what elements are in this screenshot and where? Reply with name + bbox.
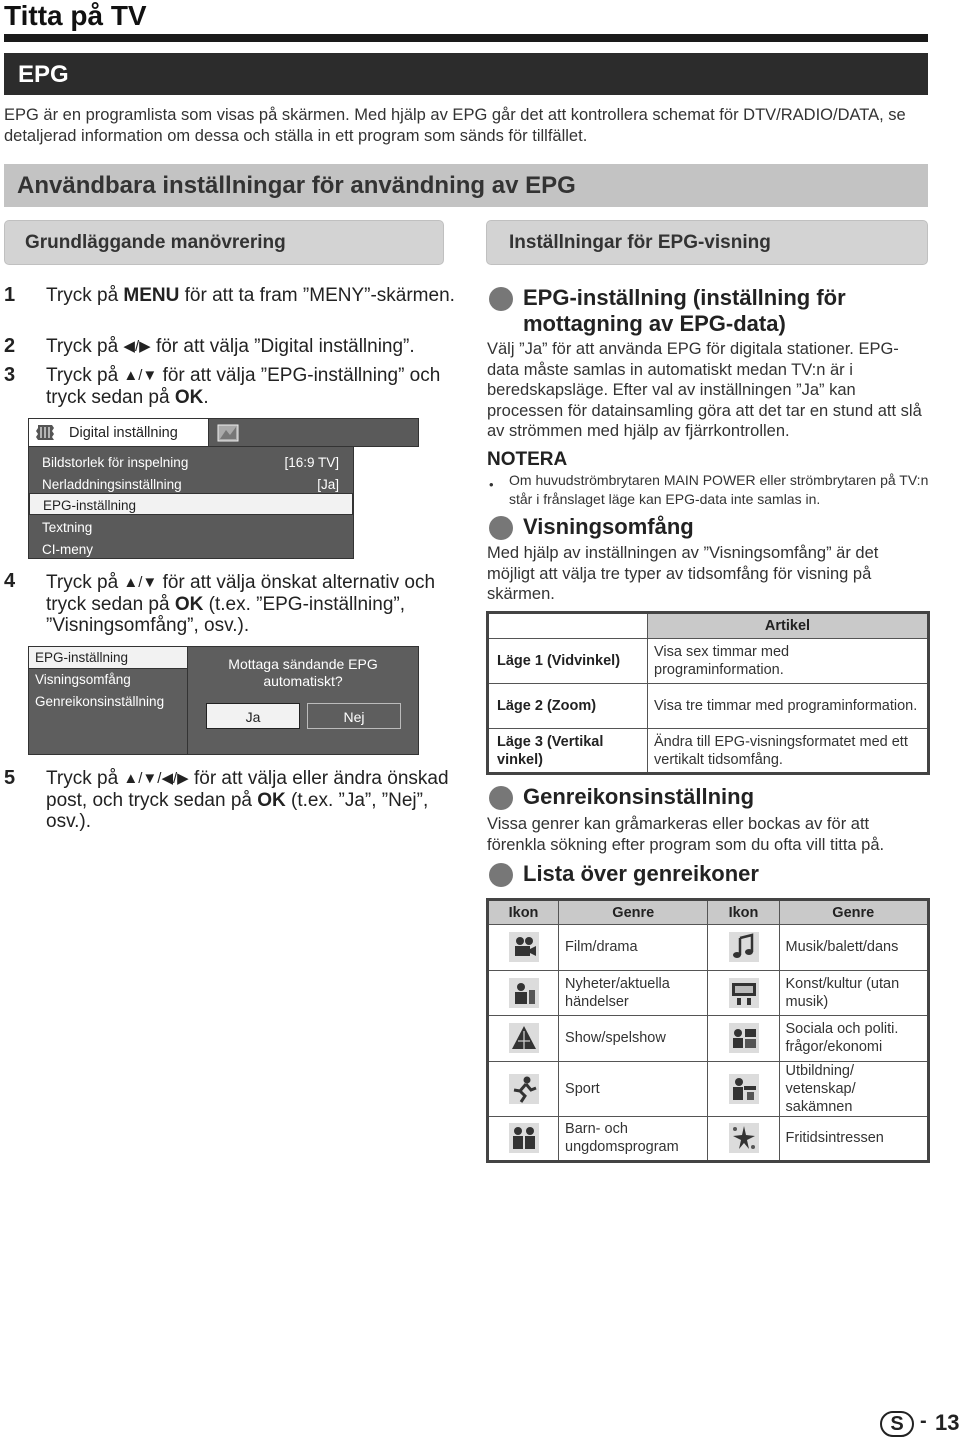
genre-icon-table	[486, 898, 930, 1163]
table-row	[488, 684, 929, 729]
epg-view-heading	[486, 220, 928, 265]
genre-name: Barn- och ungdomsprogram	[559, 1116, 708, 1162]
table-row	[488, 1061, 929, 1116]
step-number: 5	[4, 767, 16, 789]
table-row	[488, 1116, 929, 1162]
table-row	[488, 729, 929, 774]
bullet-icon	[489, 863, 513, 887]
table-header: Ikon	[708, 900, 779, 925]
step-pre: Tryck på	[46, 336, 124, 357]
menu-item-label: Textning	[42, 520, 93, 535]
step-number: 4	[4, 570, 16, 592]
menu-tab-setup[interactable]	[208, 418, 419, 447]
basic-operation-heading	[4, 220, 444, 265]
arrow-keys-icon: ▲/▼	[123, 574, 158, 591]
intro-text: EPG är en programlista som visas på skärmen. Med hjälp av EPG går det att kontrollera schemat för DTV/RADIO/DATA, se detaljerad information om dessa och ställa in ett program som sänds för tillfället.	[4, 106, 906, 145]
note-title: NOTERA	[487, 449, 568, 470]
table-header: Genre	[779, 900, 928, 925]
epg-view-title: Inställningar för EPG-visning	[509, 232, 771, 253]
arrow-keys-icon: ▲/▼	[123, 367, 158, 384]
table-row	[488, 970, 929, 1016]
step-text	[46, 285, 456, 307]
menu-item-label: EPG-inställning	[43, 498, 137, 513]
useful-settings-bar	[4, 164, 928, 207]
table-row	[488, 1016, 929, 1062]
table-header: Ikon	[488, 900, 559, 925]
step-key: OK	[174, 386, 204, 408]
view-range-table	[486, 611, 930, 775]
page-number-value: 13	[935, 1410, 960, 1435]
mode-description: Ändra till EPG-visningsformatet med ett vertikalt tidsomfång.	[648, 729, 929, 774]
film-icon	[509, 932, 539, 962]
genre-icon-cell	[488, 925, 559, 971]
genre-name: Show/spelshow	[559, 1016, 708, 1062]
mode-description: Visa sex timmar med programinformation.	[648, 639, 929, 684]
setup-icon	[217, 424, 239, 442]
music-icon	[729, 932, 759, 962]
yes-button[interactable]: Ja	[206, 703, 300, 729]
genre-icon-cell	[708, 1061, 779, 1116]
menu-item-subtitles[interactable]	[29, 516, 353, 538]
menu-item-view-range[interactable]: Visningsomfång	[35, 672, 131, 687]
section-bar	[4, 53, 928, 95]
view-range-text: Med hjälp av inställningen av ”Visningsomfång” är det möjligt att välja tre typer av tidsomfång för visning på skärmen.	[487, 544, 879, 603]
mode-label: Läge 2 (Zoom)	[488, 684, 648, 729]
dialog-question: Mottaga sändande EPG automatiskt?	[228, 656, 378, 689]
step-key: OK	[257, 789, 286, 811]
view-range-title: Visningsomfång	[523, 514, 694, 539]
mode-description: Visa tre timmar med programinformation.	[648, 684, 929, 729]
menu-item-label: Nerladdningsinställning	[42, 477, 182, 492]
genre-icon-cell	[708, 1016, 779, 1062]
menu-item-label: Bildstorlek för inspelning	[42, 455, 189, 470]
menu-item-label: CI-meny	[42, 542, 94, 557]
step-end: (t.ex. ”EPG-inställning”, ”Visningsomfång”, osv.).	[46, 593, 406, 636]
genre-icon-text: Vissa genrer kan gråmarkeras eller bockas av för att förenkla sökning efter program som du ofta vill titta på.	[487, 815, 885, 854]
step-text	[46, 768, 456, 833]
arrow-keys-icon: ◀/▶	[123, 338, 151, 355]
table-header: Artikel	[648, 613, 929, 639]
education-icon	[729, 1074, 759, 1104]
step-number: 2	[4, 335, 16, 357]
genre-icon-cell	[488, 1061, 559, 1116]
genre-icon-cell	[708, 1116, 779, 1162]
genre-icon-cell	[708, 970, 779, 1016]
genre-name: Sociala och politi. frågor/ekonomi	[779, 1016, 928, 1062]
genre-icon-title: Genreikonsinställning	[523, 784, 755, 809]
menu-tab-label: Digital inställning	[69, 425, 178, 441]
mode-label: Läge 3 (Vertikal vinkel)	[488, 729, 648, 774]
section-title: EPG	[18, 61, 69, 88]
genre-list-title: Lista över genreikoner	[523, 861, 759, 886]
genre-icon-cell	[488, 970, 559, 1016]
basic-operation-title: Grundläggande manövrering	[25, 232, 286, 253]
step-pre: Tryck på	[46, 285, 124, 306]
sport-icon	[509, 1074, 539, 1104]
step-text	[46, 572, 456, 637]
epg-setting-text: Välj ”Ja” för att använda EPG för digitala stationer. EPG-data måste samlas in automatiskt medan TV:n är i beredskapsläge. Efter val av inställningen ”Ja” kan processen för datainsamling göra att det tar en stund att slå av strömmen med hjälp av fjärrkontrollen.	[487, 340, 922, 440]
step-text	[46, 365, 456, 408]
step-post: för att välja önskat alternativ och tryck sedan på	[46, 572, 436, 615]
menu-item-ci-menu[interactable]	[29, 538, 353, 560]
social-icon	[729, 1023, 759, 1053]
bullet-icon	[489, 516, 513, 540]
table-header: Genre	[559, 900, 708, 925]
genre-name: Sport	[559, 1061, 708, 1116]
genre-name: Musik/balett/dans	[779, 925, 928, 971]
menu-item-epg-setting[interactable]	[29, 493, 353, 515]
step-text	[46, 336, 456, 358]
menu-item-value: [16:9 TV]	[284, 455, 339, 470]
bullet-icon	[489, 287, 513, 311]
bullet-icon	[489, 786, 513, 810]
menu-item-genre-icon[interactable]: Genreikonsinställning	[35, 694, 165, 709]
step-key: OK	[174, 593, 204, 615]
news-icon	[509, 978, 539, 1008]
step-post: för att välja eller ändra önskad post, och tryck sedan på	[46, 768, 449, 811]
note-text: Om huvudströmbrytaren MAIN POWER eller strömbrytaren på TV:n står i frånslaget läge kan EPG-data inte samlas in.	[509, 472, 929, 507]
genre-name: Utbildning/ vetenskap/ sakämnen	[779, 1061, 928, 1116]
show-icon	[509, 1023, 539, 1053]
table-row	[488, 639, 929, 684]
children-icon	[509, 1123, 539, 1153]
menu-item-download[interactable]	[29, 473, 353, 495]
step-number: 1	[4, 284, 16, 306]
no-button[interactable]: Nej	[307, 703, 401, 729]
menu-item-epg-setting[interactable]: EPG-inställning	[29, 647, 187, 669]
step-end: .	[203, 386, 209, 408]
epg-confirm-dialog	[187, 646, 419, 755]
table-corner	[488, 613, 648, 639]
page-dash: -	[920, 1410, 927, 1432]
arts-icon	[729, 978, 759, 1008]
genre-name: Konst/kultur (utan musik)	[779, 970, 928, 1016]
step-pre: Tryck på	[46, 365, 124, 386]
genre-icon-cell	[488, 1116, 559, 1162]
language-badge: S	[880, 1411, 914, 1437]
table-row	[488, 925, 929, 971]
step-end: (t.ex. ”Ja”, ”Nej”, osv.).	[46, 789, 429, 832]
title-rule	[4, 34, 928, 42]
menu-item-value: [Ja]	[317, 477, 339, 492]
page-title: Titta på TV	[4, 0, 147, 31]
menu-item-recording-size[interactable]	[29, 451, 353, 473]
step-post: för att välja ”Digital inställning”.	[150, 336, 415, 357]
mode-label: Läge 1 (Vidvinkel)	[488, 639, 648, 684]
useful-settings-title: Användbara inställningar för användning av EPG	[17, 172, 576, 199]
genre-name: Fritidsintressen	[779, 1116, 928, 1162]
epg-setting-title: EPG-inställning (inställning för mottagning av EPG-data)	[523, 285, 846, 336]
leisure-icon	[729, 1123, 759, 1153]
step-post: för att ta fram ”MENY”-skärmen.	[179, 285, 455, 306]
genre-icon-cell	[488, 1016, 559, 1062]
step-key: MENU	[123, 285, 180, 306]
genre-name: Nyheter/aktuella händelser	[559, 970, 708, 1016]
step-post: för att välja ”EPG-inställning” och tryck sedan på	[46, 365, 441, 408]
epg-settings-menu	[28, 646, 188, 755]
note-bullet: •	[489, 477, 494, 492]
menu-tab-digital-settings[interactable]	[28, 418, 209, 447]
step-number: 3	[4, 364, 16, 386]
step-pre: Tryck på	[46, 768, 124, 789]
digital-settings-icon	[34, 422, 56, 443]
genre-icon-cell	[708, 925, 779, 971]
digital-settings-menu	[28, 446, 354, 559]
genre-name: Film/drama	[559, 925, 708, 971]
arrow-keys-icon: ▲/▼/◀/▶	[123, 770, 189, 787]
step-pre: Tryck på	[46, 572, 124, 593]
